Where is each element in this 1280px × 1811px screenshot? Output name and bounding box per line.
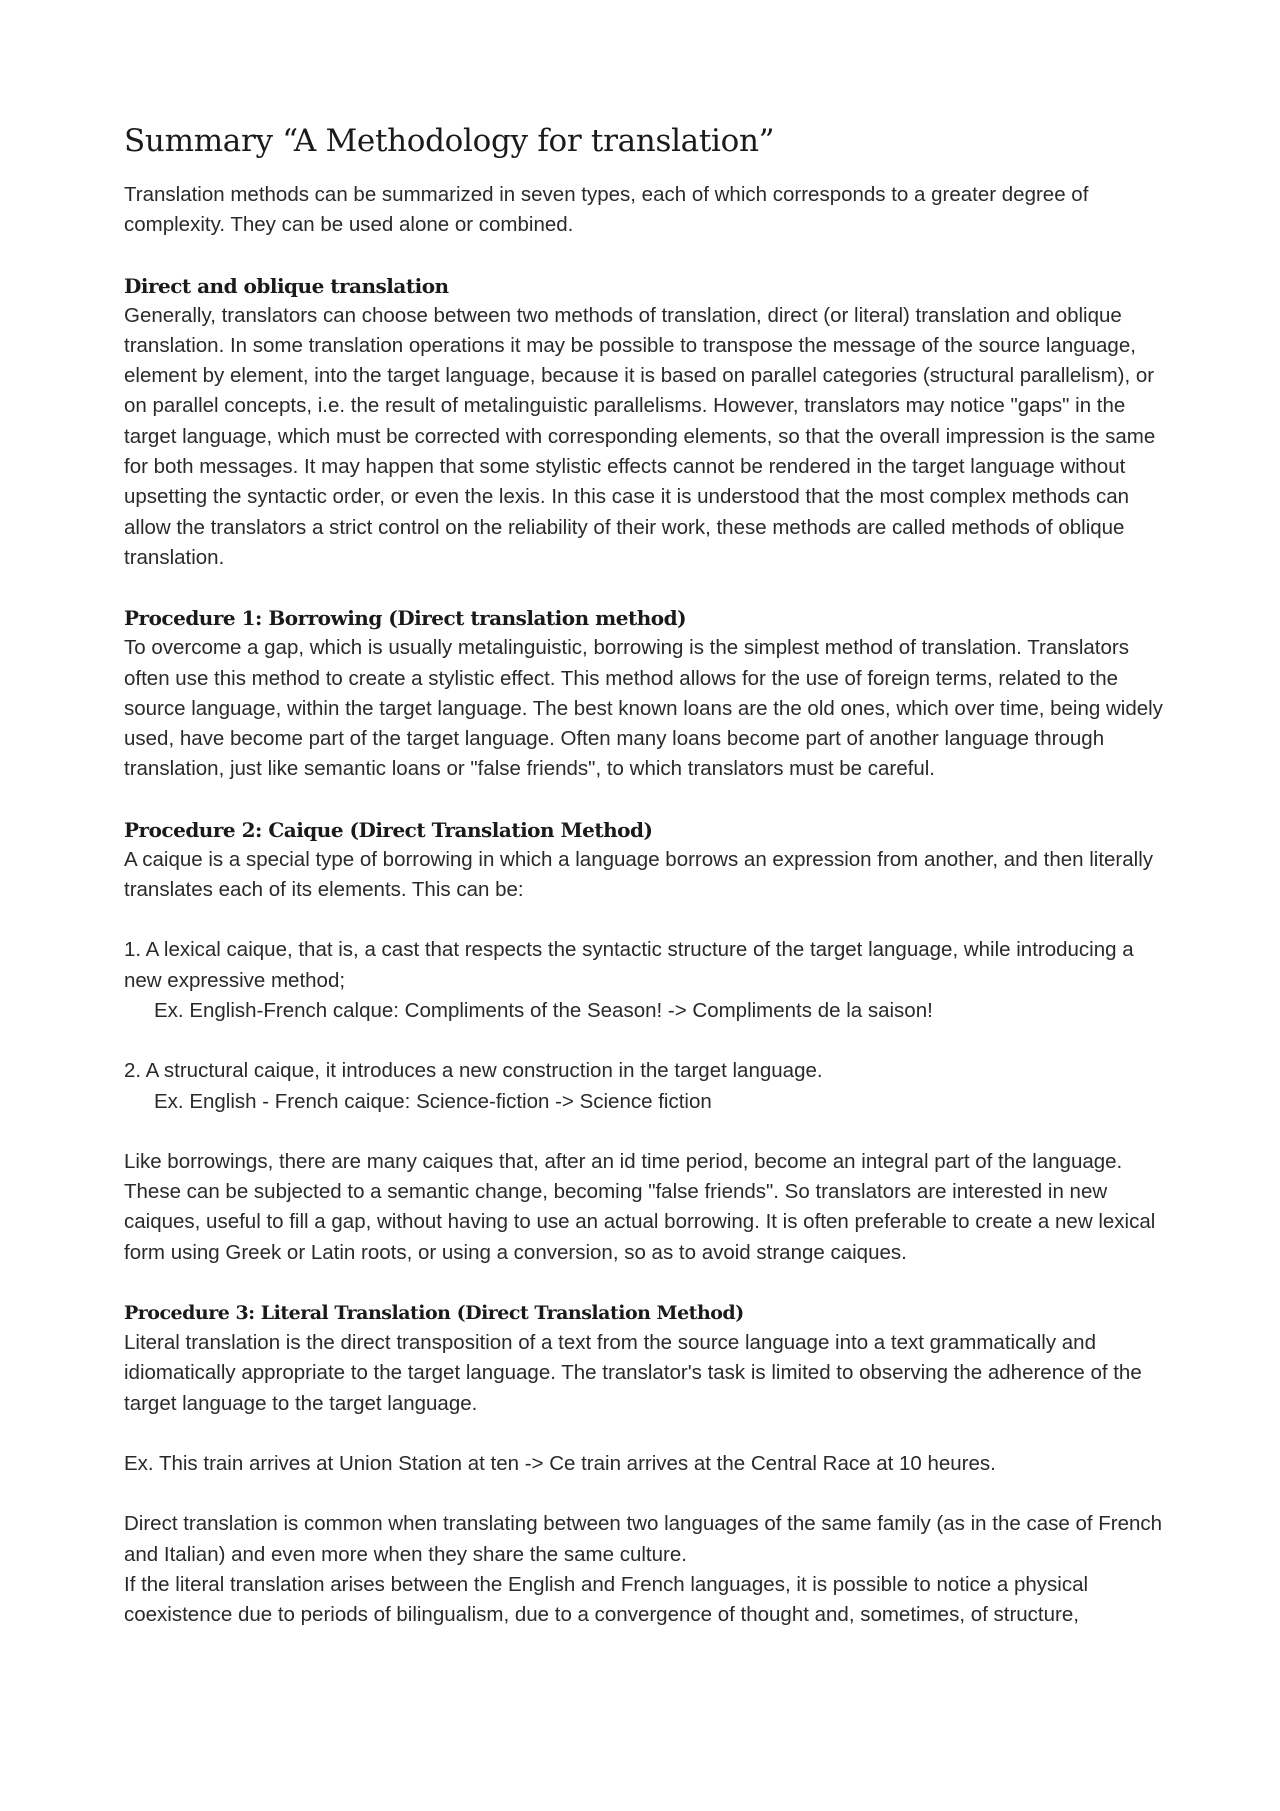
document-page (124, 118, 1164, 1630)
document-title: Summary “A Methodology for translation” (124, 123, 775, 159)
paragraph-procedure-2: A caique is a special type of borrowing in which a language borrows an expression from another, and then literally translates each of its elements. This can be: (124, 847, 1154, 902)
example-literal-translation: Ex. This train arrives at Union Station at ten -> Ce train arrives at the Central Race at 10 heures. (124, 1451, 996, 1475)
list-item-structural-caique: 2. A structural caique, it introduces a new construction in the target language. (124, 1059, 823, 1083)
paragraph-direct-oblique: Generally, translators can choose between two methods of translation, direct (or literal) translation and oblique translation. In some translation operations it may be possible to transpose the message of the source language, element by element, into the target language, because it is based on parallel categories (structural parallelism), or on parallel concepts, i.e. the result of metalinguistic parallelisms. However, translators may notice "gaps" in the target language, which must be corrected with corresponding elements, so that the overall impression is the same for both messages. It may happen that some stylistic effects cannot be rendered in the target language without upsetting the syntactic order, or even the lexis. In this case it is understood that the most complex methods can allow the translators a strict control on the reliability of their work, these methods are called methods of oblique translation. (124, 303, 1156, 569)
paragraph-procedure-1: To overcome a gap, which is usually metalinguistic, borrowing is the simplest method of translation. Translators often use this method to create a stylistic effect. This method allows for the use of foreign terms, related to the source language, within the target language. The best known loans are the old ones, which over time, being widely used, have become part of the target language. Often many loans become part of another language through translation, just like semantic loans or "false friends", to which translators must be careful. (124, 636, 1163, 781)
paragraph-english-french: If the literal translation arises between the English and French languages, it is possible to notice a physical coexistence due to periods of bilingualism, due to a convergence of thought and, sometimes, of structure, (124, 1572, 1089, 1627)
heading-procedure-1: Procedure 1: Borrowing (Direct translation method) (124, 606, 687, 631)
example-structural-caique: Ex. English - French caique: Science-fiction -> Science fiction (154, 1089, 712, 1113)
heading-procedure-3: Procedure 3: Literal Translation (Direct Translation Method) (124, 1302, 744, 1325)
intro-paragraph: Translation methods can be summarized in seven types, each of which corresponds to a greater degree of complexity. They can be used alone or combined. (124, 183, 1089, 237)
paragraph-caique-closing: Like borrowings, there are many caiques that, after an id time period, become an integral part of the language. These can be subjected to a semantic change, becoming "false friends". So translators are interested in new caiques, useful to fill a gap, without having to use an actual borrowing. It is often preferable to create a new lexical form using Greek or Latin roots, or using a conversion, so as to avoid strange caiques. (124, 1149, 1156, 1264)
example-lexical-caique: Ex. English-French calque: Compliments of the Season! -> Compliments de la saison! (154, 998, 933, 1022)
paragraph-procedure-3: Literal translation is the direct transposition of a text from the source language into a text grammatically and idiomatically appropriate to the target language. The translator's task is limited to observing the adherence of the target language to the target language. (124, 1331, 1142, 1415)
heading-procedure-2: Procedure 2: Caique (Direct Translation Method) (124, 817, 653, 842)
heading-direct-oblique: Direct and oblique translation (124, 273, 449, 298)
list-item-lexical-caique: 1. A lexical caique, that is, a cast that respects the syntactic structure of the target language, while introducing a new expressive method; (124, 938, 1134, 992)
paragraph-direct-translation-common: Direct translation is common when translating between two languages of the same family (as in the case of French and Italian) and even more when they share the same culture. (124, 1512, 1163, 1566)
